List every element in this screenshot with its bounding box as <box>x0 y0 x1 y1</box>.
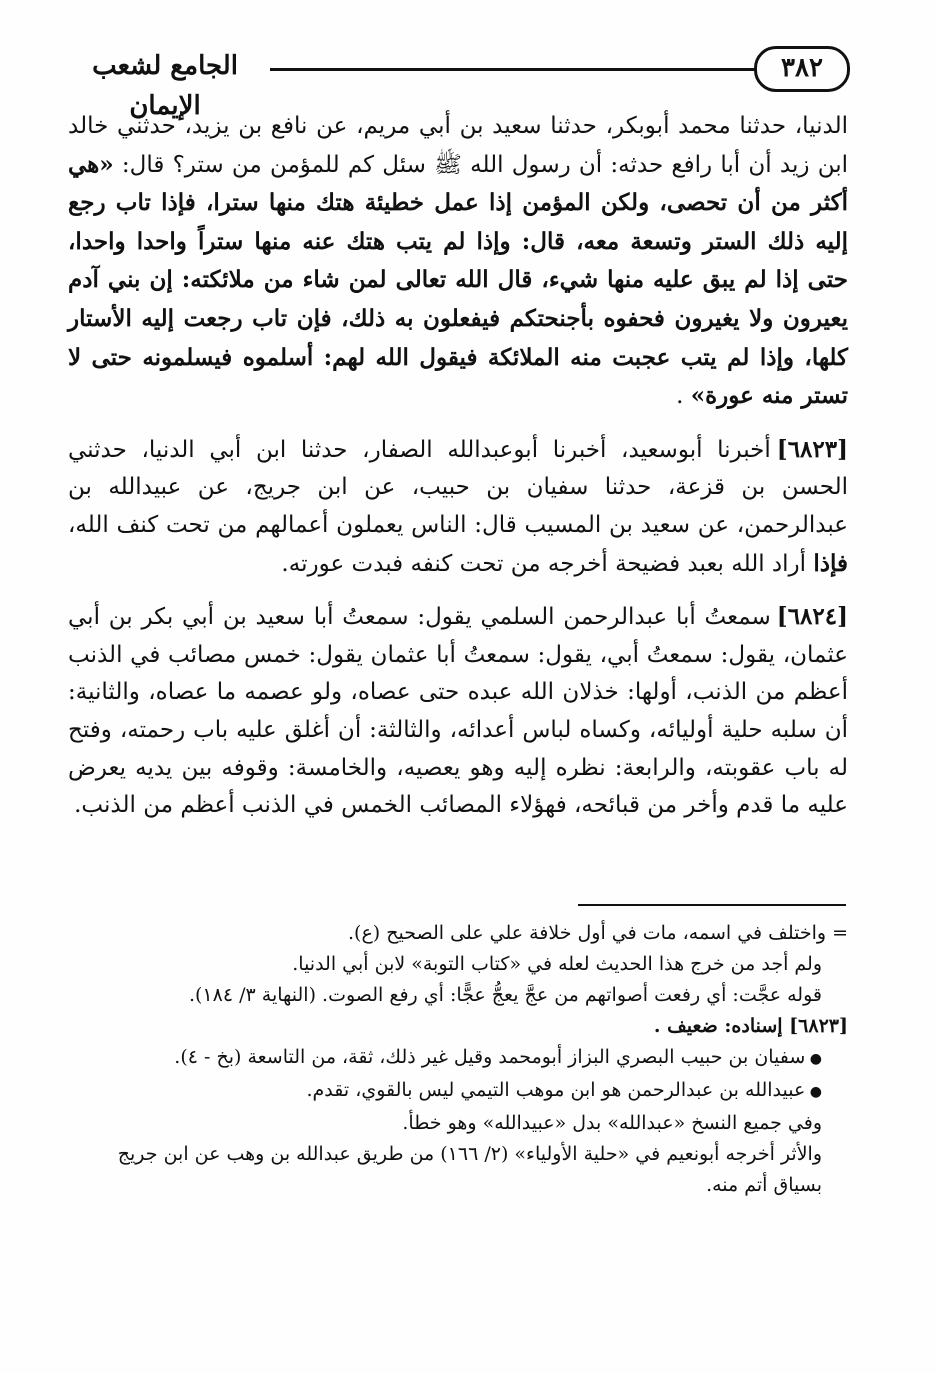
footnote-line: = واختلف في اسمه، مات في أول خلافة علي على الصحيح (ع). <box>348 922 848 944</box>
hadith-text: «هي أكثر من أن تحصى، ولكن المؤمن إذا عمل خطيئة هتك منها سترا، فإذا تاب رجع إليه ذلك الستر وتسعة معه، قال: وإذا لم يتب هتك عنه منها ستراً واحدا واحدا، حتى إذا لم يبق عليه منها شيء، قال الله تعالى لمن شاء من ملائكته: إن بني آدم يعيرون ولا يغيرون فحفوه بأجنحتكم فيفعلون به ذلك، فإن تاب رجعت إليه الأستار كلها، وإذا لم يتب عجبت منه الملائكة فيقول الله لهم: أسلموه فيسلمونه حتى لا تستر منه عورة» <box>68 150 848 410</box>
hadith-number: [٦٨٢٣] <box>776 435 848 463</box>
paragraph-hadith-6824 <box>68 598 848 825</box>
footnote-bullet-item: ● عبيدالله بن عبدالرحمن هو ابن موهب التيمي ليس بالقوي، تقدم. <box>68 1075 848 1108</box>
footnote-line: والأثر أخرجه أبونعيم في «حلية الأولياء» (٢/ ١٦٦) من طريق عبدالله بن وهب عن ابن جريج بسياق أتم منه. <box>117 1143 822 1196</box>
main-text <box>68 108 848 825</box>
footnote-grade: إسناده: ضعيف . <box>653 1015 790 1037</box>
hadith-number: [٦٨٢٤] <box>776 603 848 631</box>
footnote-line: قوله عجَّت: أي رفعت أصواتهم من عجَّ يعجُّ عجًّا: أي رفع الصوت. (النهاية ٣/ ١٨٤). <box>188 984 822 1006</box>
running-title: الجامع لشعب الإيمان <box>92 51 238 121</box>
page-header <box>60 40 850 121</box>
footnote-separator <box>578 904 846 906</box>
paragraph-hadith-6822-continued <box>68 108 848 416</box>
footnotes <box>68 918 848 1201</box>
emphasis-word: فإذا <box>813 549 848 577</box>
header-rule <box>270 68 754 71</box>
page-number: ٣٨٢ <box>754 46 850 92</box>
narration-text: أخبرنا أبوسعيد، أخبرنا أبوعبدالله الصفار، حدثنا ابن أبي الدنيا، حدثني الحسن بن قزعة، حدثنا سفيان بن حبيب، عن ابن جريج، عن عبيدالله بن عبدالرحمن، عن سعيد بن المسيب قال: الناس يعملون أعمالهم من تحت كنف الله، <box>68 436 848 538</box>
narration-text-end: أراد الله بعبد فضيحة أخرجه من تحت كنفه فبدت عورته. <box>281 550 814 577</box>
paragraph-end: . <box>676 383 691 410</box>
narration-chain: الدنيا، حدثنا محمد أبوبكر، حدثنا سعيد بن أبي مريم، عن نافع بن يزيد، حدثني خالد ابن زيد أن أبا رافع حدثه: أن رسول الله ﷺ سئل كم للمؤمن من ستر؟ قال: <box>68 113 848 178</box>
paragraph-hadith-6823 <box>68 431 848 583</box>
narration-text: سمعتُ أبا عبدالرحمن السلمي يقول: سمعتُ أبا سعيد بن أبي بكر بن أبي عثمان، يقول: سمعتُ أبي، يقول: سمعتُ أبا عثمان يقول: خمس مصائب في الذنب أعظم من الذنب، أولها: خذلان الله عبده حتى عصاه، ولو عصمه ما عصاه، والثانية: أن سلبه حلية أوليائه، وكساه لباس أعدائه، والثالثة: أن أغلق عليه باب رحمته، وفتح له باب عقوبته، والرابعة: نظره إليه وهو يعصيه، والخامسة: وقوفه بين يديه يعرض عليه ما قدم وأخر من قبائحه، فهؤلاء المصائب الخمس في الذنب أعظم من الذنب. <box>68 604 848 819</box>
footnote-bullet-item: ● سفيان بن حبيب البصري البزاز أبومحمد وقيل غير ذلك، ثقة، من التاسعة (بخ - ٤). <box>68 1042 848 1075</box>
footnote-hadith-number: [٦٨٢٣] <box>789 1015 848 1037</box>
footnote-line: ولم أجد من خرج هذا الحديث لعله في «كتاب التوبة» لابن أبي الدنيا. <box>292 953 822 975</box>
footnote-line: وفي جميع النسخ «عبدالله» بدل «عبيدالله» وهو خطأ. <box>402 1112 822 1134</box>
footnote-line-chain-grade <box>68 1011 848 1042</box>
